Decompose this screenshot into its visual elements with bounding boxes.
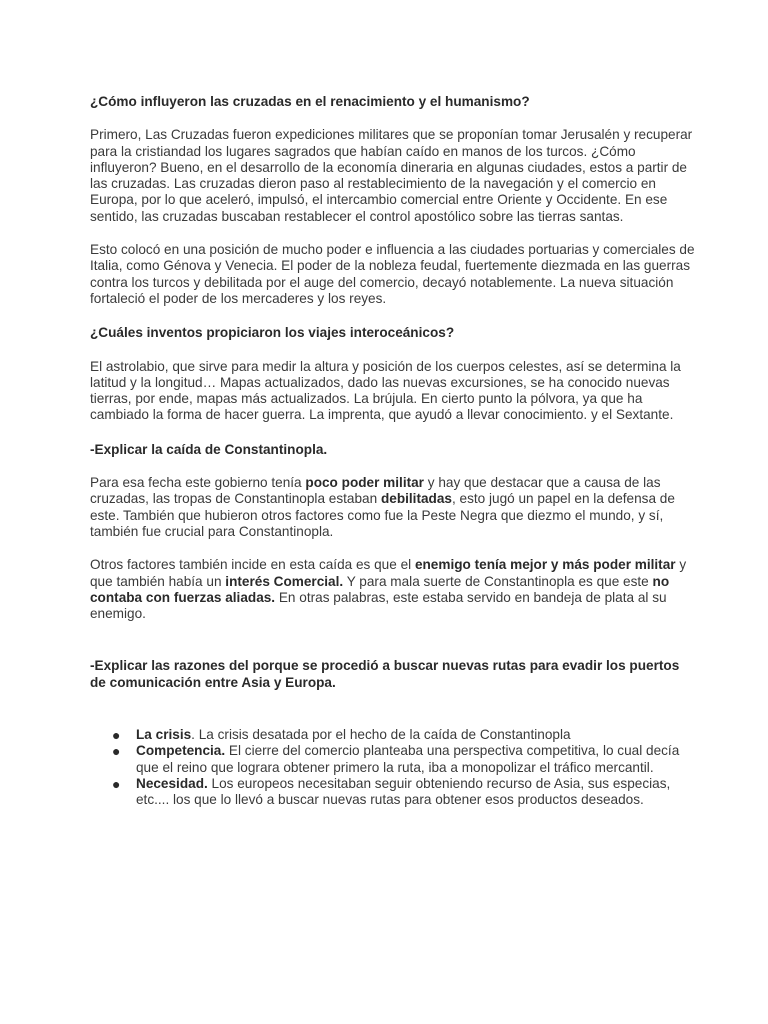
question-3-paragraph-2 bbox=[90, 557, 698, 622]
question-1-paragraph-2: Esto colocó en una posición de mucho poder e influencia a las ciudades portuarias y comerciales de Italia, como Génova y Venecia. El poder de la nobleza feudal, fuertemente diezmada en las guerras contra los turcos y debilitada por el auge del comercio, decayó notablemente. La nueva situación fortaleció el poder de los mercaderes y los reyes. bbox=[90, 242, 695, 306]
bold-phrase: no contaba con fuerzas aliadas. bbox=[90, 573, 670, 605]
text-run: , esto jugó un papel en la defensa de este. También que hubieron otros factores como fue la Peste Negra que diezmo el mundo, y sí, también fue crucial para Constantinopla. bbox=[90, 491, 675, 539]
text-run: En otras palabras, este estaba servido en bandeja de plata al su enemigo. bbox=[90, 589, 667, 622]
question-4-title: -Explicar las razones del porque se procedió a buscar nuevas rutas para evadir los puertos de comunicación entre Asia y Europa. bbox=[90, 658, 680, 690]
text-run: y hay que destacar que a causa de las cruzadas, las tropas de Constantinopla estaban bbox=[90, 475, 661, 507]
question-2-title: ¿Cuáles inventos propiciaron los viajes interoceánicos? bbox=[90, 325, 455, 341]
question-3-title: -Explicar la caída de Constantinopla. bbox=[90, 441, 328, 457]
list-item-text: . La crisis desatada por el hecho de la caída de Constantinopla bbox=[191, 727, 571, 743]
list-item-term: Competencia. bbox=[136, 743, 226, 759]
text-run: Y para mala suerte de Constantinopla es que este bbox=[343, 573, 653, 589]
question-2-paragraph-1: El astrolabio, que sirve para medir la altura y posición de los cuerpos celestes, así se determina la latitud y la longitud… Mapas actualizados, dado las nuevas excursiones, se ha conocido nuevas tierras, por ende, mapas más actualizados. La brújula. En cierto punto la pólvora, ya que ha cambiado la forma de hacer guerra. La imprenta, que ayudó a llevar conocimiento. y el Sextante. bbox=[90, 358, 681, 423]
text-run: Para esa fecha este gobierno tenía bbox=[90, 475, 306, 491]
list-item bbox=[90, 727, 698, 743]
list-item bbox=[90, 776, 698, 809]
question-1-paragraph-1: Primero, Las Cruzadas fueron expediciones militares que se proponían tomar Jerusalén y recuperar para la cristiandad los lugares sagrados que habían caído en manos de los turcos. ¿Cómo influyeron? Bueno, en el desarrollo de la economía dineraria en algunas ciudades, estos a partir de las cruzadas. Las cruzadas dieron paso al restablecimiento de la navegación y el comercio en Europa, por lo que aceleró, impulsó, el intercambio comercial entre Oriente y Occidente. En ese sentido, las cruzadas buscaban restablecer el control apostólico sobre las tierras santas. bbox=[90, 127, 693, 224]
text-run: Otros factores también incide en esta caída es que el bbox=[90, 557, 415, 573]
bullet-icon: ● bbox=[112, 727, 121, 744]
list-item-term: La crisis bbox=[136, 727, 192, 743]
list-item-term: Necesidad. bbox=[136, 775, 208, 791]
text-run: y que también había un bbox=[90, 557, 687, 589]
bullet-icon: ● bbox=[112, 775, 121, 792]
list-item-text: Los europeos necesitaban seguir obteniendo recurso de Asia, sus especias, etc.... los que lo llevó a buscar nuevas rutas para obtener esos productos deseados. bbox=[136, 775, 671, 808]
question-3-paragraph-1 bbox=[90, 475, 698, 540]
bold-phrase: poco poder militar bbox=[305, 475, 424, 491]
bold-phrase: interés Comercial. bbox=[225, 573, 344, 589]
question-1-title: ¿Cómo influyeron las cruzadas en el renacimiento y el humanismo? bbox=[90, 94, 530, 109]
list-item bbox=[90, 743, 698, 776]
bold-phrase: enemigo tenía mejor y más poder militar bbox=[414, 557, 676, 573]
bold-phrase: debilitadas bbox=[380, 491, 452, 507]
reasons-list bbox=[90, 727, 698, 808]
list-item-text: El cierre del comercio planteaba una perspectiva competitiva, lo cual decía que el reino que lograra obtener primero la ruta, iba a monopolizar el tráfico mercantil. bbox=[136, 743, 680, 775]
bullet-icon: ● bbox=[112, 743, 121, 760]
